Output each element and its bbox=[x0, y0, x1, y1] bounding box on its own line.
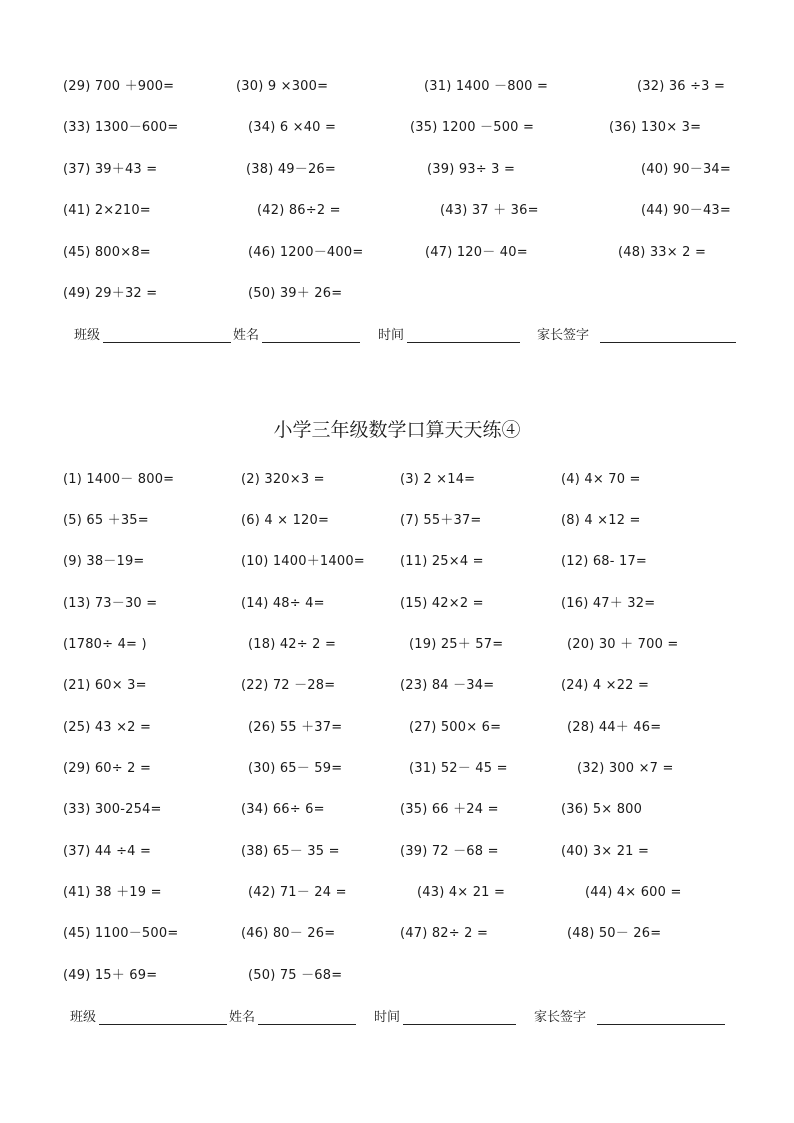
problem: (1780÷ 4= ) bbox=[63, 637, 147, 652]
problem: (50) 39＋ 26= bbox=[248, 286, 343, 301]
problem-row bbox=[0, 759, 794, 783]
signature-row bbox=[0, 326, 794, 350]
problem: (34) 6 ×40 = bbox=[248, 120, 337, 135]
problem-row bbox=[0, 77, 794, 101]
problem: (30) 9 ×300= bbox=[236, 79, 329, 94]
problem: (48) 50－ 26= bbox=[567, 926, 662, 941]
parent-signature-label: 家长签字 bbox=[534, 1010, 587, 1025]
problem: (31) 52－ 45 = bbox=[409, 761, 508, 776]
problem: (41) 38 ＋19 = bbox=[63, 885, 162, 900]
problem: (39) 72 －68 = bbox=[400, 844, 499, 859]
problem: (46) 80－ 26= bbox=[241, 926, 336, 941]
problem: (33) 1300－600= bbox=[63, 120, 179, 135]
problem: (1) 1400－ 800= bbox=[63, 472, 175, 487]
problem: (16) 47＋ 32= bbox=[561, 596, 656, 611]
problem: (7) 55＋37= bbox=[400, 513, 482, 528]
problem: (45) 1100－500= bbox=[63, 926, 179, 941]
time-label: 时间 bbox=[374, 1010, 401, 1025]
problem: (40) 90－34= bbox=[641, 162, 731, 177]
problem: (46) 1200－400= bbox=[248, 245, 364, 260]
problem: (40) 3× 21 = bbox=[561, 844, 650, 859]
class-field[interactable] bbox=[103, 342, 231, 343]
problem: (26) 55 ＋37= bbox=[248, 720, 343, 735]
problem-row bbox=[0, 924, 794, 948]
problem: (22) 72 －28= bbox=[241, 678, 336, 693]
problem-row bbox=[0, 243, 794, 267]
problem: (37) 44 ÷4 = bbox=[63, 844, 152, 859]
time-field[interactable] bbox=[403, 1024, 516, 1025]
problem: (44) 90－43= bbox=[641, 203, 731, 218]
problem: (49) 29＋32 = bbox=[63, 286, 158, 301]
problem: (47) 82÷ 2 = bbox=[400, 926, 489, 941]
problem: (3) 2 ×14= bbox=[400, 472, 476, 487]
problem: (43) 37 ＋ 36= bbox=[440, 203, 539, 218]
problem: (13) 73－30 = bbox=[63, 596, 158, 611]
problem: (38) 65－ 35 = bbox=[241, 844, 340, 859]
name-label: 姓名 bbox=[229, 1010, 256, 1025]
problem-row bbox=[0, 511, 794, 535]
signature-row bbox=[0, 1008, 794, 1032]
problem: (29) 60÷ 2 = bbox=[63, 761, 152, 776]
problem-row bbox=[0, 284, 794, 308]
problem: (5) 65 ＋35= bbox=[63, 513, 149, 528]
parent-signature-field[interactable] bbox=[597, 1024, 725, 1025]
problem: (30) 65－ 59= bbox=[248, 761, 343, 776]
problem: (32) 36 ÷3 = bbox=[637, 79, 726, 94]
problem: (11) 25×4 = bbox=[400, 554, 484, 569]
problem-row bbox=[0, 118, 794, 142]
problem: (25) 43 ×2 = bbox=[63, 720, 152, 735]
problem: (32) 300 ×7 = bbox=[577, 761, 674, 776]
problem: (49) 15＋ 69= bbox=[63, 968, 158, 983]
problem-row bbox=[0, 594, 794, 618]
problem-row bbox=[0, 201, 794, 225]
problem: (12) 68- 17= bbox=[561, 554, 648, 569]
problem: (50) 75 －68= bbox=[248, 968, 343, 983]
problem-row bbox=[0, 883, 794, 907]
problem: (47) 120－ 40= bbox=[425, 245, 528, 260]
class-label: 班级 bbox=[74, 328, 101, 343]
problem-row bbox=[0, 470, 794, 494]
problem: (34) 66÷ 6= bbox=[241, 802, 325, 817]
problem: (29) 700 ＋900= bbox=[63, 79, 175, 94]
page-title: 小学三年级数学口算天天练④ bbox=[273, 419, 521, 441]
problem: (20) 30 ＋ 700 = bbox=[567, 637, 679, 652]
problem: (24) 4 ×22 = bbox=[561, 678, 650, 693]
problem: (42) 71－ 24 = bbox=[248, 885, 347, 900]
problem: (6) 4 × 120= bbox=[241, 513, 330, 528]
problem-row bbox=[0, 718, 794, 742]
problem: (43) 4× 21 = bbox=[417, 885, 506, 900]
problem: (37) 39＋43 = bbox=[63, 162, 158, 177]
problem: (18) 42÷ 2 = bbox=[248, 637, 337, 652]
problem: (36) 130× 3= bbox=[609, 120, 702, 135]
problem-row bbox=[0, 800, 794, 824]
problem-row bbox=[0, 552, 794, 576]
name-label: 姓名 bbox=[233, 328, 260, 343]
class-label: 班级 bbox=[70, 1010, 97, 1025]
problem: (48) 33× 2 = bbox=[618, 245, 707, 260]
problem: (9) 38－19= bbox=[63, 554, 145, 569]
problem: (35) 1200 －500 = bbox=[410, 120, 535, 135]
name-field[interactable] bbox=[258, 1024, 356, 1025]
problem: (35) 66 ＋24 = bbox=[400, 802, 499, 817]
problem: (42) 86÷2 = bbox=[257, 203, 341, 218]
problem: (19) 25＋ 57= bbox=[409, 637, 504, 652]
problem: (38) 49－26= bbox=[246, 162, 336, 177]
problem: (14) 48÷ 4= bbox=[241, 596, 325, 611]
problem-row bbox=[0, 160, 794, 184]
problem: (23) 84 －34= bbox=[400, 678, 495, 693]
problem: (44) 4× 600 = bbox=[585, 885, 682, 900]
problem: (27) 500× 6= bbox=[409, 720, 502, 735]
problem: (36) 5× 800 bbox=[561, 802, 643, 817]
problem-row bbox=[0, 635, 794, 659]
problem: (41) 2×210= bbox=[63, 203, 151, 218]
problem-row bbox=[0, 842, 794, 866]
time-field[interactable] bbox=[407, 342, 520, 343]
problem: (33) 300-254= bbox=[63, 802, 162, 817]
parent-signature-field[interactable] bbox=[600, 342, 736, 343]
problem: (2) 320×3 = bbox=[241, 472, 325, 487]
parent-signature-label: 家长签字 bbox=[537, 328, 590, 343]
problem: (8) 4 ×12 = bbox=[561, 513, 641, 528]
problem-row bbox=[0, 966, 794, 990]
problem: (45) 800×8= bbox=[63, 245, 151, 260]
problem: (39) 93÷ 3 = bbox=[427, 162, 516, 177]
problem: (31) 1400 －800 = bbox=[424, 79, 549, 94]
class-field[interactable] bbox=[99, 1024, 227, 1025]
problem: (28) 44＋ 46= bbox=[567, 720, 662, 735]
problem: (21) 60× 3= bbox=[63, 678, 147, 693]
problem-row bbox=[0, 676, 794, 700]
time-label: 时间 bbox=[378, 328, 405, 343]
problem: (15) 42×2 = bbox=[400, 596, 484, 611]
problem: (4) 4× 70 = bbox=[561, 472, 641, 487]
name-field[interactable] bbox=[262, 342, 360, 343]
problem: (10) 1400＋1400= bbox=[241, 554, 365, 569]
